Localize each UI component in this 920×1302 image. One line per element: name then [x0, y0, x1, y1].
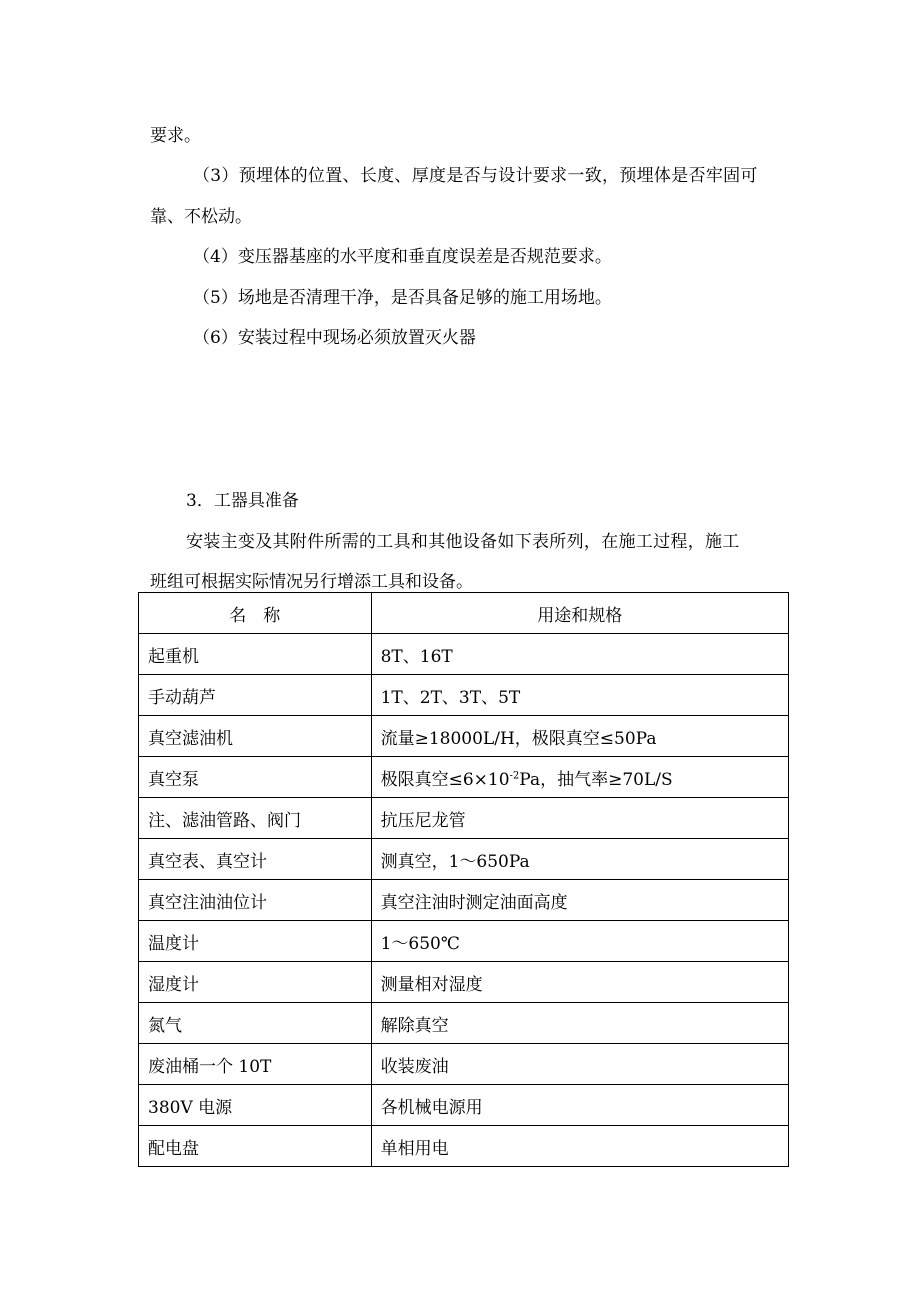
section-heading: 3．工器具准备 — [186, 491, 299, 511]
cell-spec: 测真空，1～650Pa — [371, 839, 788, 880]
table-row — [139, 716, 789, 757]
cell-name: 氮气 — [139, 1003, 372, 1044]
cell-name: 配电盘 — [139, 1126, 372, 1167]
table-row — [139, 675, 789, 716]
table-row — [139, 1003, 789, 1044]
table-row — [139, 1126, 789, 1167]
paragraph-item-3-line-2: 靠、不松动。 — [150, 207, 252, 227]
tools-table — [138, 592, 789, 1167]
table-row — [139, 880, 789, 921]
cell-spec: 1T、2T、3T、5T — [371, 675, 788, 716]
cell-name: 废油桶一个 10T — [139, 1044, 372, 1085]
cell-name: 真空表、真空计 — [139, 839, 372, 880]
cell-spec — [371, 757, 788, 798]
cell-spec: 解除真空 — [371, 1003, 788, 1044]
cell-name: 真空泵 — [139, 757, 372, 798]
cell-spec: 流量≥18000L/H，极限真空≤50Pa — [371, 716, 788, 757]
table-row — [139, 921, 789, 962]
spec-exponent: -2 — [509, 769, 520, 781]
cell-spec: 单相用电 — [371, 1126, 788, 1167]
spec-text-pre: 极限真空≤6×10 — [380, 769, 510, 790]
section-intro-line-1: 安装主变及其附件所需的工具和其他设备如下表所列，在施工过程，施工 — [186, 532, 740, 552]
cell-name: 温度计 — [139, 921, 372, 962]
table-row — [139, 839, 789, 880]
table-row — [139, 1085, 789, 1126]
paragraph-item-6: （6）安装过程中现场必须放置灭火器 — [193, 328, 476, 348]
cell-name: 手动葫芦 — [139, 675, 372, 716]
table-row — [139, 962, 789, 1003]
table-header-row — [139, 593, 789, 634]
cell-name: 真空注油油位计 — [139, 880, 372, 921]
cell-spec: 抗压尼龙管 — [371, 798, 788, 839]
cell-name: 真空滤油机 — [139, 716, 372, 757]
cell-spec: 收装废油 — [371, 1044, 788, 1085]
paragraph-item-5: （5）场地是否清理干净，是否具备足够的施工用场地。 — [193, 288, 612, 308]
cell-name: 380V 电源 — [139, 1085, 372, 1126]
header-spec: 用途和规格 — [371, 593, 788, 634]
header-name: 名 称 — [139, 593, 372, 634]
cell-spec: 8T、16T — [371, 634, 788, 675]
table-row — [139, 1044, 789, 1085]
section-intro-line-2: 班组可根据实际情况另行增添工具和设备。 — [150, 572, 473, 592]
table-row — [139, 634, 789, 675]
table-row — [139, 798, 789, 839]
cell-name: 注、滤油管路、阀门 — [139, 798, 372, 839]
cell-name: 起重机 — [139, 634, 372, 675]
paragraph-item-4: （4）变压器基座的水平度和垂直度误差是否规范要求。 — [193, 247, 612, 267]
paragraph-item-3-line-1: （3）预埋体的位置、长度、厚度是否与设计要求一致，预埋体是否牢固可 — [193, 166, 758, 186]
cell-spec: 1～650℃ — [371, 921, 788, 962]
cell-spec: 真空注油时测定油面高度 — [371, 880, 788, 921]
cell-spec: 测量相对湿度 — [371, 962, 788, 1003]
spec-text-post: Pa，抽气率≥70L/S — [519, 769, 673, 790]
table-row — [139, 757, 789, 798]
paragraph-continuation: 要求。 — [150, 126, 201, 146]
cell-spec: 各机械电源用 — [371, 1085, 788, 1126]
cell-name: 湿度计 — [139, 962, 372, 1003]
